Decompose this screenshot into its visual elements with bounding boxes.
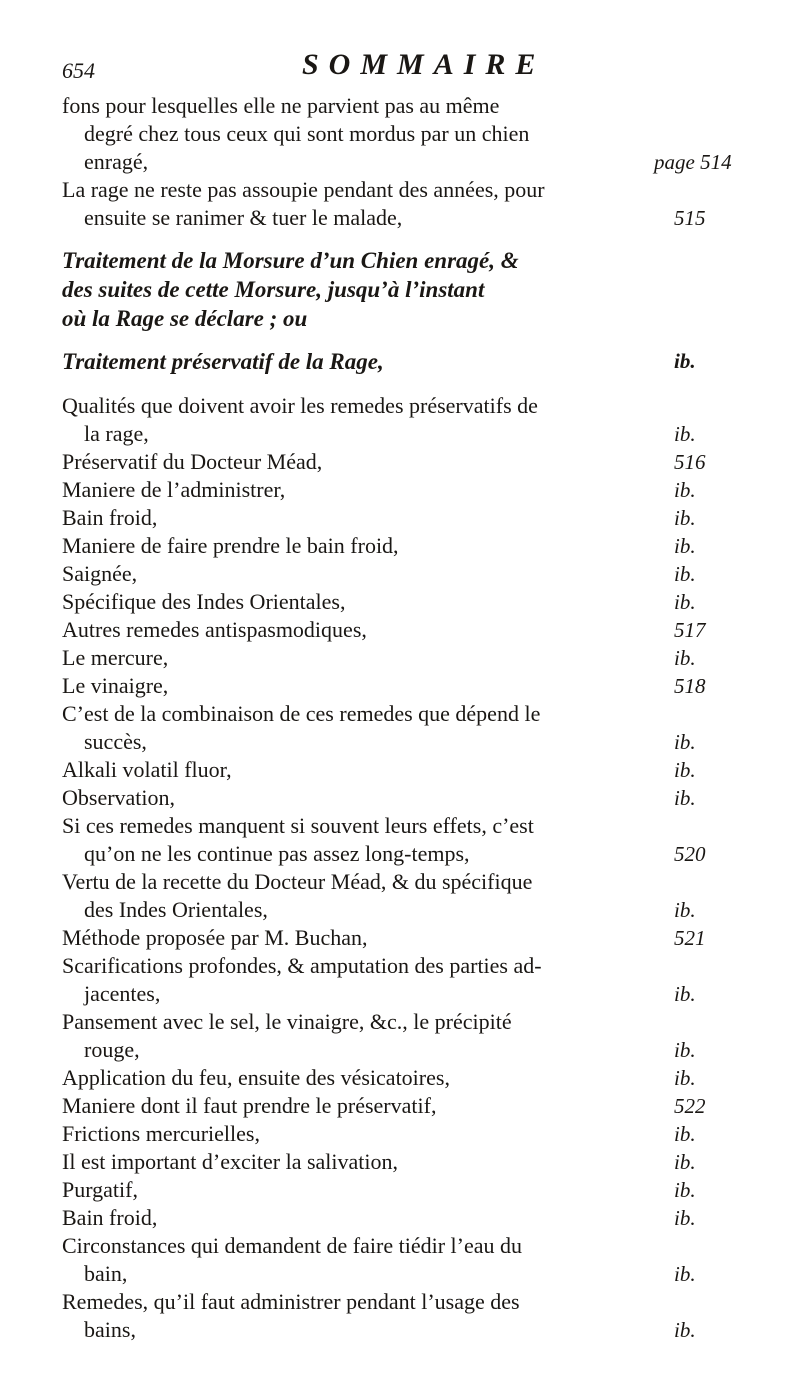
toc-entry — [62, 784, 712, 812]
entry-text: Maniere de faire prendre le bain froid, — [62, 533, 399, 558]
entry-text: Maniere de l’administrer, — [62, 477, 286, 502]
section-heading — [62, 246, 712, 333]
entry-text: degré chez tous ceux qui sont mordus par un chien — [84, 121, 530, 146]
toc-entry — [62, 1120, 712, 1148]
entry-text-continuation: la rage, — [84, 421, 149, 446]
toc-entry — [62, 616, 712, 644]
page-number: 654 — [62, 58, 95, 83]
entry-text: Qualités que doivent avoir les remedes préservatifs de — [62, 393, 538, 418]
page-reference: ib. — [674, 1178, 696, 1202]
page-reference: ib. — [674, 1262, 696, 1286]
entry-text: Saignée, — [62, 561, 138, 586]
entry-text: Application du feu, ensuite des vésicatoires, — [62, 1065, 450, 1090]
heading-text: où la Rage se déclare ; ou — [62, 306, 308, 331]
page-reference: ib. — [674, 786, 696, 810]
toc-entry — [62, 700, 712, 756]
page-reference: ib. — [674, 590, 696, 614]
toc-entry — [62, 644, 712, 672]
page-reference: ib. — [674, 349, 696, 373]
page-reference: page 514 — [654, 150, 732, 174]
entry-text-continuation: succès, — [84, 729, 147, 754]
page-reference: ib. — [674, 562, 696, 586]
entry-text: Le mercure, — [62, 645, 169, 670]
entry-text: Maniere dont il faut prendre le préservatif, — [62, 1093, 437, 1118]
entry-text: La rage ne reste pas assoupie pendant des années, pour — [62, 177, 545, 202]
toc-entry — [62, 448, 712, 476]
heading-text: des suites de cette Morsure, jusqu’à l’instant — [62, 277, 485, 302]
page-reference: ib. — [674, 1122, 696, 1146]
table-of-contents — [62, 92, 732, 1344]
entry-text: Bain froid, — [62, 1205, 158, 1230]
page-reference: ib. — [674, 1066, 696, 1090]
toc-entry — [62, 504, 712, 532]
page-reference: ib. — [674, 1038, 696, 1062]
toc-entry — [62, 672, 712, 700]
page-reference: 517 — [674, 618, 706, 642]
entry-text: fons pour lesquelles elle ne parvient pas au même — [62, 93, 500, 118]
entry-text: Observation, — [62, 785, 176, 810]
page-reference: ib. — [674, 758, 696, 782]
entry-text: Le vinaigre, — [62, 673, 169, 698]
toc-entry — [62, 1064, 712, 1092]
page-reference: ib. — [674, 506, 696, 530]
entry-text: Circonstances qui demandent de faire tiédir l’eau du — [62, 1233, 522, 1258]
entry-text: Autres remedes antispasmodiques, — [62, 617, 367, 642]
entry-text-continuation: rouge, — [84, 1037, 140, 1062]
toc-entry — [62, 868, 712, 924]
toc-entry — [62, 756, 712, 784]
page-reference: 522 — [674, 1094, 706, 1118]
heading-text: Traitement de la Morsure d’un Chien enragé, & — [62, 248, 519, 273]
entry-text: enragé, — [84, 149, 149, 174]
entry-text-continuation: des Indes Orientales, — [84, 897, 268, 922]
entry-text-continuation: qu’on ne les continue pas assez long-temps, — [84, 841, 470, 866]
page-reference: 515 — [674, 206, 706, 230]
entry-text: Si ces remedes manquent si souvent leurs effets, c’est — [62, 813, 534, 838]
page-reference: ib. — [674, 982, 696, 1006]
entry-text-continuation: jacentes, — [84, 981, 161, 1006]
toc-entry — [62, 476, 712, 504]
page-reference: ib. — [674, 1318, 696, 1342]
entry-text: Alkali volatil fluor, — [62, 757, 232, 782]
entry-text: Bain froid, — [62, 505, 158, 530]
toc-entry — [62, 924, 712, 952]
toc-entry — [62, 1008, 712, 1064]
entry-text-continuation: bain, — [84, 1261, 128, 1286]
toc-entry — [62, 588, 712, 616]
entry-text: Scarifications profondes, & amputation des parties ad- — [62, 953, 542, 978]
page-reference: ib. — [674, 898, 696, 922]
entry-text-continuation: bains, — [84, 1317, 136, 1342]
entry-text: Vertu de la recette du Docteur Méad, & du spécifique — [62, 869, 533, 894]
toc-entry — [62, 1092, 712, 1120]
toc-entry — [62, 392, 712, 448]
entry-text: Purgatif, — [62, 1177, 138, 1202]
entry-text: C’est de la combinaison de ces remedes que dépend le — [62, 701, 541, 726]
entry-text: Pansement avec le sel, le vinaigre, &c., le précipité — [62, 1009, 512, 1034]
toc-entry — [62, 560, 712, 588]
toc-entry — [62, 176, 712, 232]
section-heading — [62, 347, 712, 376]
page-reference: ib. — [674, 1206, 696, 1230]
toc-entry — [62, 1288, 712, 1344]
page-header — [62, 48, 742, 88]
page-reference: ib. — [674, 730, 696, 754]
toc-entry — [62, 1204, 712, 1232]
page-reference: 521 — [674, 926, 706, 950]
running-title: SOMMAIRE — [302, 48, 546, 81]
page-reference: 516 — [674, 450, 706, 474]
entry-text: Méthode proposée par M. Buchan, — [62, 925, 368, 950]
entry-text: Il est important d’exciter la salivation, — [62, 1149, 399, 1174]
toc-entry — [62, 532, 712, 560]
heading-text: Traitement préservatif de la Rage, — [62, 349, 384, 374]
toc-entry — [62, 1176, 712, 1204]
page-reference: ib. — [674, 478, 696, 502]
entry-text: Préservatif du Docteur Méad, — [62, 449, 323, 474]
page-reference: 518 — [674, 674, 706, 698]
entry-text: Frictions mercurielles, — [62, 1121, 260, 1146]
page-reference: ib. — [674, 646, 696, 670]
page-reference: ib. — [674, 422, 696, 446]
page-reference: 520 — [674, 842, 706, 866]
entry-text: Spécifique des Indes Orientales, — [62, 589, 346, 614]
page-reference: ib. — [674, 1150, 696, 1174]
toc-entry — [62, 952, 712, 1008]
page-reference: ib. — [674, 534, 696, 558]
entry-text: Remedes, qu’il faut administrer pendant l’usage des — [62, 1289, 520, 1314]
toc-entry — [62, 812, 712, 868]
toc-entry — [62, 1148, 712, 1176]
entry-text: ensuite se ranimer & tuer le malade, — [84, 205, 403, 230]
toc-entry — [62, 92, 732, 176]
toc-entry — [62, 1232, 712, 1288]
